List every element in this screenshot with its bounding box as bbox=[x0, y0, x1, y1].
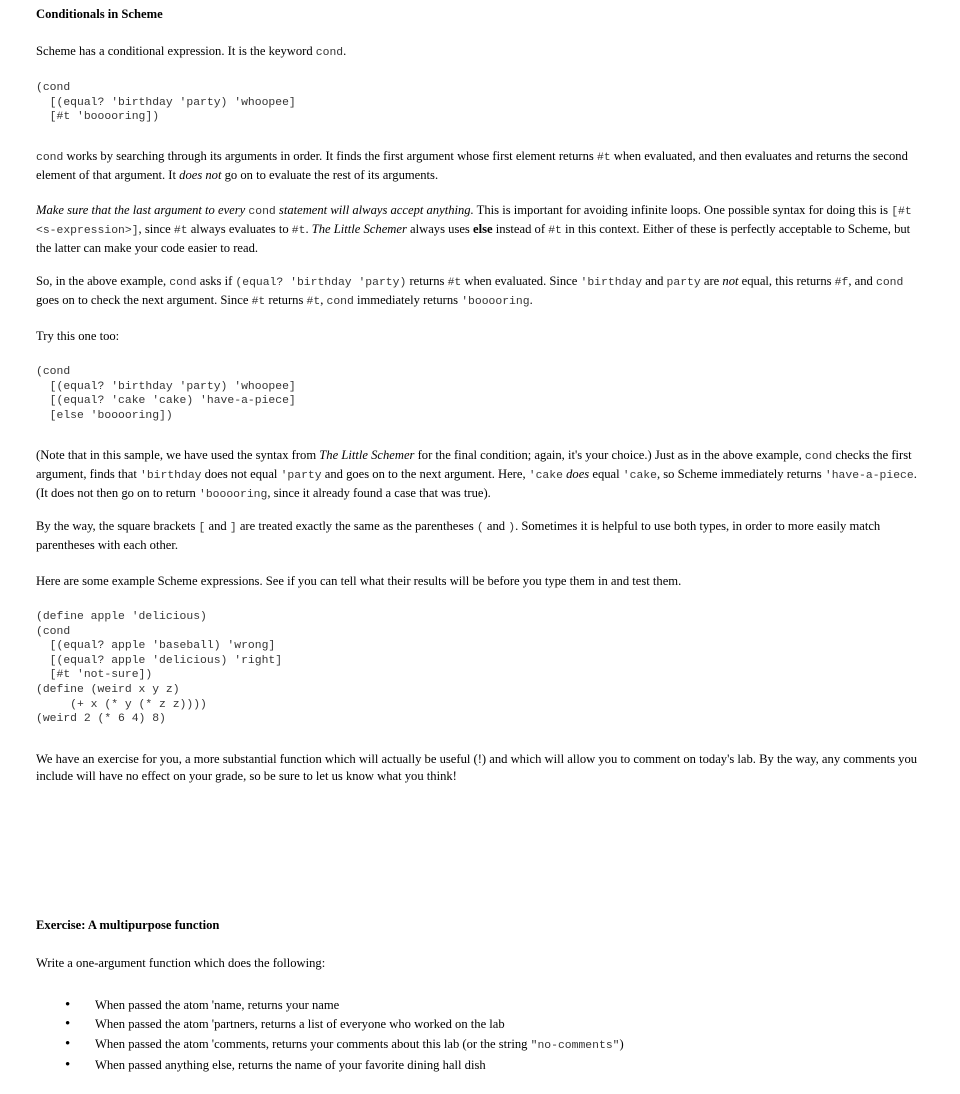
exercise-heading: Exercise: A multipurpose function bbox=[36, 918, 220, 932]
try-this-paragraph: Try this one too: bbox=[36, 329, 120, 343]
cond-explanation-paragraph: cond works by searching through its arguments in order. It finds the first argument whose first element returns #t when evaluated, and then evaluates and returns the second element of that argument. It does not go on to evaluate the rest of its arguments. bbox=[36, 149, 908, 182]
make-sure-paragraph: Make sure that the last argument to every cond statement will always accept anything. This is important for avoiding infinite loops. One possible syntax for doing this is [#t <s-expression>], since #t always evaluates to #t. The Little Schemer always uses else instead of #t in this context. Either of these is perfectly acceptable to Scheme, but the latter can make your code easier to read. bbox=[36, 203, 912, 255]
exercise-lead: Write a one-argument function which does the following: bbox=[36, 956, 326, 970]
note-paragraph: (Note that in this sample, we have used the syntax from The Little Schemer for the final condition; again, it's your choice.) Just as in the above example, cond checks the first argument, finds that 'birthday does not equal 'party and goes on to the next argument. Here, 'cake does equal 'cake, so Scheme immediately returns 'have-a-piece. (It does not then go on to return 'booooring, since it already found a case that was true). bbox=[36, 448, 917, 501]
requirements-list bbox=[36, 996, 922, 1075]
examples-intro-paragraph: Here are some example Scheme expressions. See if you can tell what their results will be before you type them in and test them. bbox=[36, 574, 682, 588]
brackets-paragraph: By the way, the square brackets [ and ] are treated exactly the same as the parentheses ( and ). Sometimes it is helpful to use both types, in order to more easily match parentheses with each other. bbox=[36, 519, 881, 552]
list-item: • When passed anything else, returns the name of your favorite dining hall dish bbox=[36, 1056, 922, 1075]
intro-paragraph: Scheme has a conditional expression. It is the keyword cond. bbox=[36, 44, 347, 59]
code-example-1: (cond [(equal? 'birthday 'party) 'whoopee] [#t 'booooring]) bbox=[36, 82, 296, 124]
list-item: • When passed the atom 'comments, returns your comments about this lab (or the string "no-comments") bbox=[36, 1035, 922, 1056]
list-item: • When passed the atom 'name, returns your name bbox=[36, 996, 922, 1015]
code-example-3: (define apple 'delicious) (cond [(equal? apple 'baseball) 'wrong] [(equal? apple 'delicious) 'right] [#t 'not-sure]) (define (weird x y z) (+ x (* y (* z z)))) (weird 2 (* 6 4) 8) bbox=[36, 611, 283, 726]
exercise-intro-paragraph: We have an exercise for you, a more substantial function which will actually be useful (!) and which will allow you to comment on today's lab. By the way, any comments you include will have no effect on your grade, so be sure to let us know what you think! bbox=[36, 752, 918, 783]
list-item: • When passed the atom 'partners, returns a list of everyone who worked on the lab bbox=[36, 1015, 922, 1034]
page-title: Conditionals in Scheme bbox=[36, 7, 163, 21]
code-example-2: (cond [(equal? 'birthday 'party) 'whoopee] [(equal? 'cake 'cake) 'have-a-piece] [else 'booooring]) bbox=[36, 366, 296, 422]
example-explanation-paragraph: So, in the above example, cond asks if (equal? 'birthday 'party) returns #t when evaluated. Since 'birthday and party are not equal, this returns #f, and cond goes on to check the next argument. Since #t returns #t, cond immediately returns 'booooring. bbox=[36, 274, 904, 308]
